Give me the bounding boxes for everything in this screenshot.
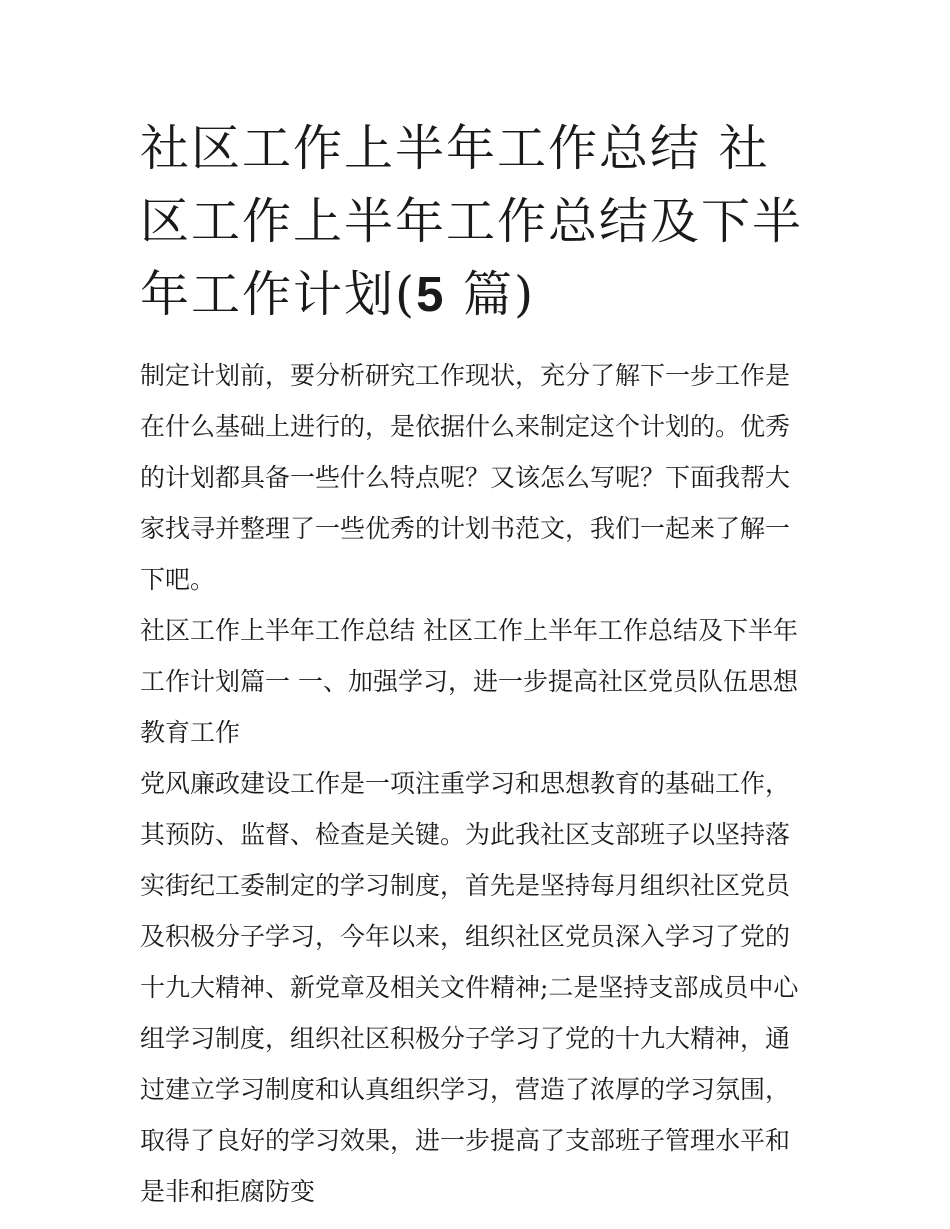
document-body xyxy=(140,350,812,1217)
section-heading-paragraph: 社区工作上半年工作总结 社区工作上半年工作总结及下半年工作计划篇一 一、加强学习，进一步提高社区党员队伍思想教育工作 xyxy=(140,616,798,747)
document-title xyxy=(140,112,812,332)
intro-paragraph: 制定计划前，要分析研究工作现状，充分了解下一步工作是在什么基础上进行的，是依据什么来制定这个计划的。优秀的计划都具备一些什么特点呢？又该怎么写呢？下面我帮大家找寻并整理了一些优秀的计划书范文，我们一起来了解一下吧。 xyxy=(140,361,791,594)
document-title-suffix: 篇) xyxy=(445,266,536,323)
document-content xyxy=(140,112,812,1217)
body-paragraph: 党风廉政建设工作是一项注重学习和思想教育的基础工作，其预防、监督、检查是关键。为此我社区支部班子以坚持落实街纪工委制定的学习制度，首先是坚持每月组织社区党员及积极分子学习，今年以来，组织社区党员深入学习了党的十九大精神、新党章及相关文件精神;二是坚持支部成员中心组学习制度，组织社区积极分子学习了党的十九大精神，通过建立学习制度和认真组织学习，营造了浓厚的学习氛围，取得了良好的学习效果，进一步提高了支部班子管理水平和是非和拒腐防变 xyxy=(140,769,799,1206)
document-title-text: 社区工作上半年工作总结 社区工作上半年工作总结及下半年工作计划( xyxy=(140,120,804,323)
document-title-number: 5 xyxy=(416,268,446,322)
